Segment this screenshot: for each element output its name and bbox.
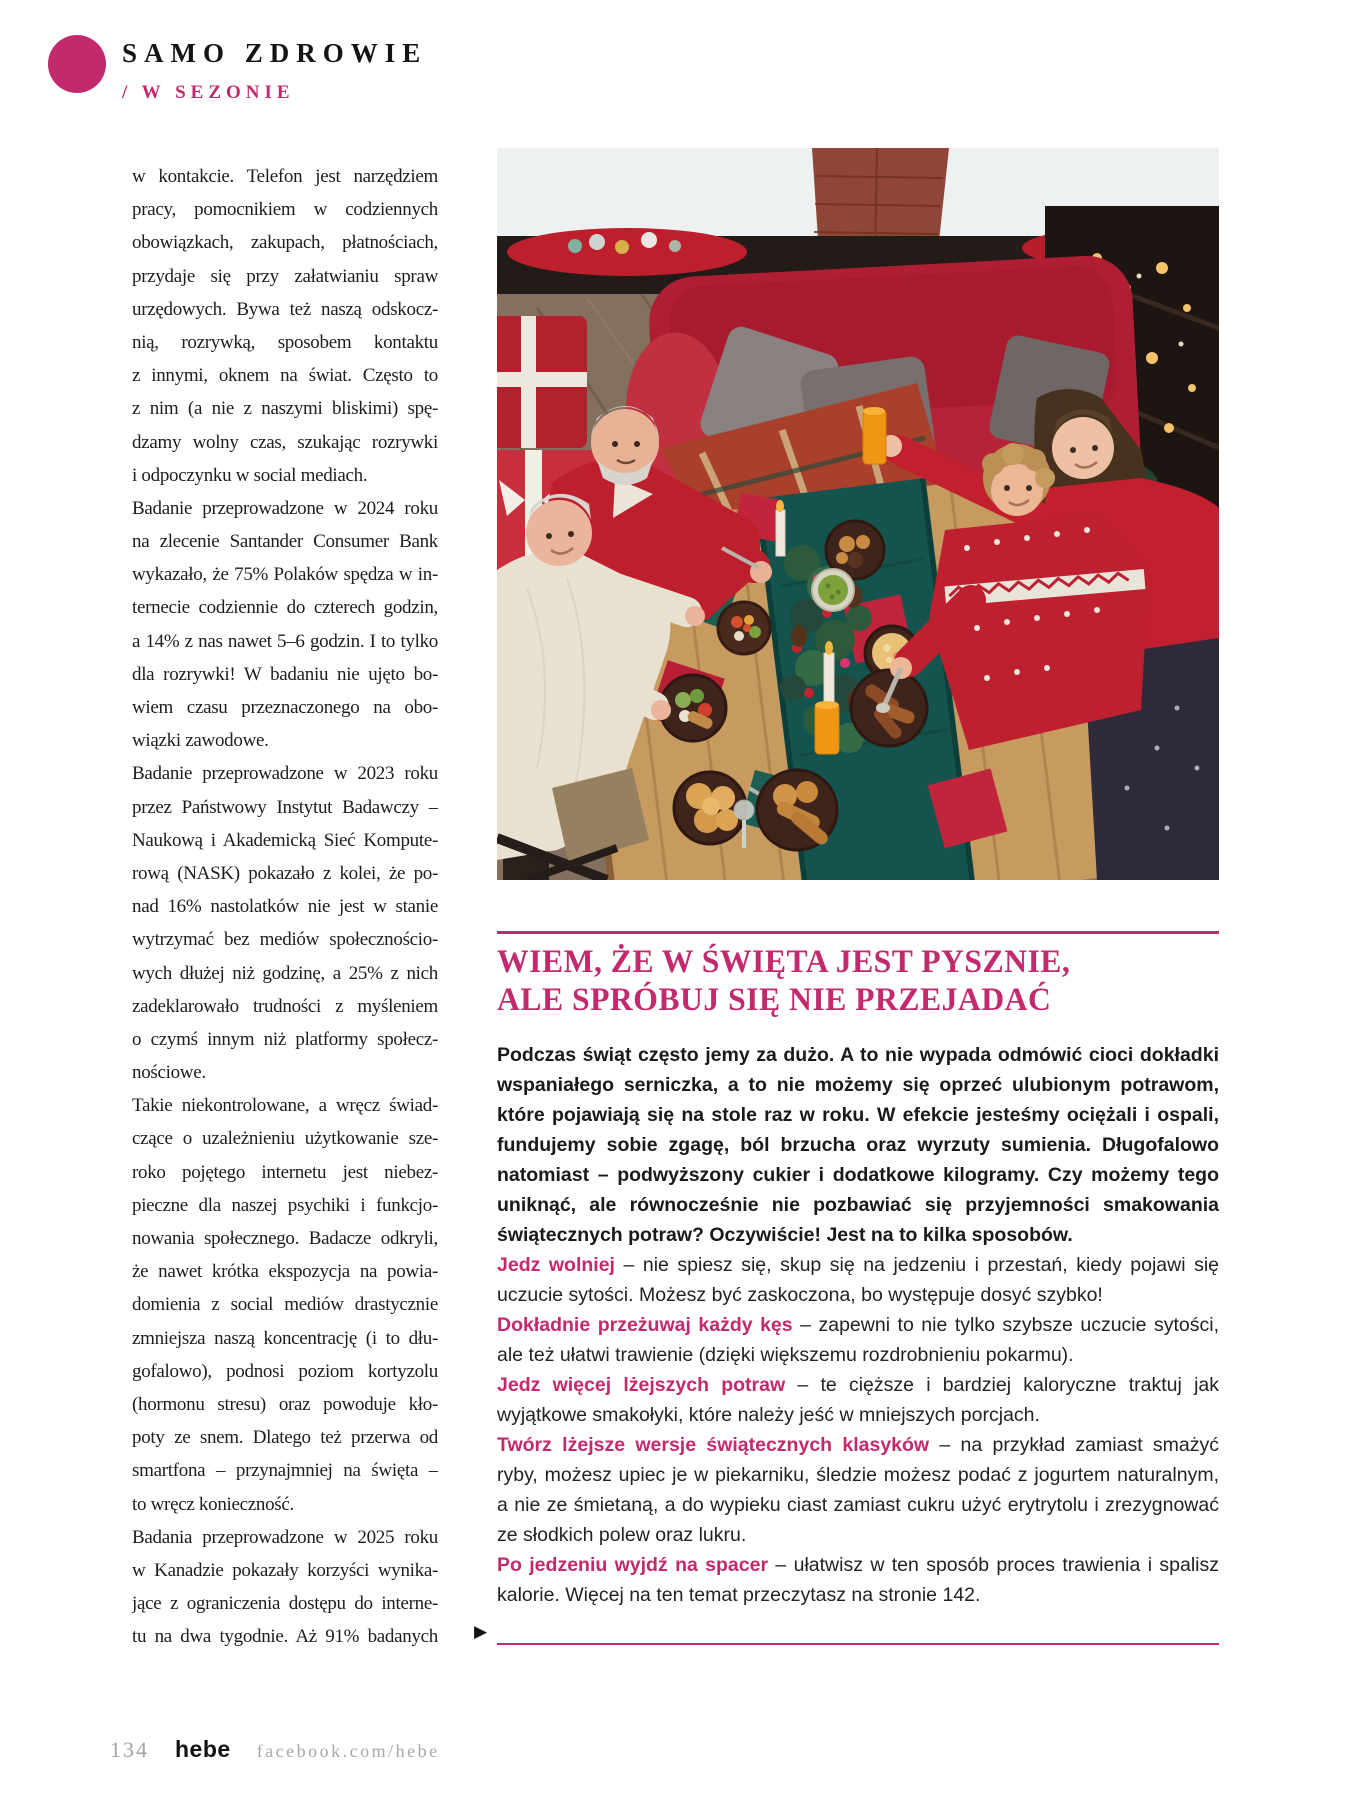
article-intro: Podczas świąt często jemy za dużo. A to nie wypada odmówić cioci dokładki wspaniałego serniczka, a to nie możemy się oprzeć ulubionym potrawom, które pojawiają się na stole raz w roku. W efekcie jesteśmy ociężali i ospali, fundujemy sobie zgagę, ból brzucha oraz wyrzuty sumienia. Długofalowo natomiast – podwyższony cukier i dodatkowe kilogramy. Czy możemy tego uniknąć, ale równocześnie nie pozbawiać się przyjemności smakowania świątecznych potraw? Oczywiście! Jest na to kilka sposobów. (497, 1044, 1219, 1246)
left-column (132, 160, 438, 1653)
article-line: obowiązkach, zakupach, płatnościach, (132, 232, 438, 254)
tips (497, 1250, 1219, 1610)
article-line: Badanie przeprowadzone w 2023 roku (132, 763, 438, 785)
article-line: (hormonu stresu) oraz powoduje kło- (132, 1393, 438, 1415)
article-line: a 14% z nas nawet 5–6 godzin. I to tylko (132, 630, 438, 652)
footer-rule (497, 1643, 1219, 1645)
article-line: poty ze snem. Dlatego też przerwa od (132, 1427, 438, 1449)
article-line: Takie niekontrolowane, a wręcz świad- (132, 1095, 438, 1117)
brand-logo: hebe (175, 1736, 231, 1762)
article-line: Naukową i Akademicką Sieć Kompute- (132, 829, 438, 851)
article-line: nowania społecznego. Badacze odkryli, (132, 1228, 438, 1249)
article-line: o czymś innym niż platformy społecz- (132, 1028, 438, 1050)
article-heading-line1: WIEM, ŻE W ŚWIĘTA JEST PYSZNIE, (497, 944, 1071, 980)
article-line: dzamy wolny czas, szukając rozrywki (132, 431, 438, 453)
article-line: wych dłużej niż godzinę, a 25% z nich (132, 962, 438, 984)
article-line: jące z ograniczenia dostępu do interne- (132, 1593, 438, 1615)
article-line: dla rozrywki! W badaniu nie ujęto bo- (132, 663, 438, 685)
article-line: że nawet krótka ekspozycja na powia- (132, 1261, 438, 1283)
article-line: wiązki zawodowe. (132, 730, 269, 752)
tip-lead: Po jedzeniu wyjdź na spacer (497, 1554, 769, 1576)
article-line: wytrzymać bez mediów społecznościo- (132, 929, 438, 951)
article-line: to wręcz konieczność. (132, 1493, 294, 1515)
section-dot-icon (48, 35, 106, 93)
article-line: wykazało, że 75% Polaków spędza w in- (132, 564, 438, 586)
tip-paragraph: Po jedzeniu wyjdź na spacer – ułatwisz w ten sposób proces trawienia i spalisz kalorie. Więcej na ten temat przeczytasz na stronie 142. (497, 1554, 1219, 1606)
tip-lead: Jedz więcej lżejszych potraw (497, 1374, 786, 1396)
article-line: domienia z social mediów drastycznie (132, 1294, 438, 1316)
page-number: 134 (110, 1737, 149, 1762)
continuation-arrow-icon: ▶ (474, 1622, 488, 1642)
article-line: ternecie codziennie do czterech godzin, (132, 597, 438, 619)
article-line: pieczne dla naszej psychiki i funkcjo- (132, 1194, 438, 1216)
article-line: wiem czasu przeznaczonego na obo- (132, 697, 438, 718)
tip-lead: Twórz lżejsze wersje świątecznych klasyków (497, 1434, 930, 1456)
article-line: Badania przeprowadzone w 2025 roku (132, 1526, 438, 1548)
article-line: przydaje się przy załatwianiu spraw (132, 265, 438, 287)
article-line: gofalowo), podnosi poziom kortyzolu (132, 1360, 438, 1382)
tip-lead: Jedz wolniej (497, 1254, 615, 1276)
family-christmas-dinner-photo (497, 148, 1219, 880)
page-footer (110, 1736, 440, 1763)
article-line: nościowe. (132, 1062, 206, 1084)
article-line: Badanie przeprowadzone w 2024 roku (132, 497, 438, 519)
article-line: w kontakcie. Telefon jest narzędziem (132, 166, 438, 187)
article-line: tu na dwa tygodnie. Aż 91% badanych (132, 1626, 438, 1648)
tip-paragraph: Dokładnie przeżuwaj każdy kęs – zapewni to nie tylko szybsze uczucie sytości, ale też ułatwi trawienie (dzięki większemu rozdrobnieniu pokarmu). (497, 1314, 1219, 1366)
article-line: rową (NASK) pokazało z kolei, że po- (132, 862, 438, 884)
heading-rule (497, 931, 1219, 934)
article-line: nią, rozrywką, sposobem kontaktu (132, 331, 438, 353)
article-line: zadeklarowało trudności z myśleniem (132, 995, 438, 1017)
article-line: w Kanadzie pokazały korzyści wynika- (132, 1559, 438, 1581)
article-line: urzędowych. Bywa też naszą odskocz- (132, 298, 438, 320)
article-line: na zlecenie Santander Consumer Bank (132, 531, 438, 553)
article-heading-line2: ALE SPRÓBUJ SIĘ NIE PRZEJADAĆ (497, 982, 1052, 1018)
article-heading (497, 943, 1207, 1019)
tip-lead: Dokładnie przeżuwaj każdy kęs (497, 1314, 793, 1336)
article-line: z nim (a nie z naszymi bliskimi) spę- (132, 398, 438, 420)
facebook-link[interactable]: facebook.com/hebe (256, 1741, 440, 1761)
section-title: SAMO ZDROWIE (122, 38, 428, 68)
tip-paragraph: Twórz lżejsze wersje świątecznych klasyków – na przykład zamiast smażyć ryby, możesz upiec je w piekarniku, śledzie możesz podać z jogurtem naturalnym, a nie ze śmietaną, a do wypieku ciast zamiast cukru użyć erytrytolu i zrezygnować ze słodkich polew oraz lukru. (497, 1434, 1219, 1546)
article-line: pracy, pomocnikiem w codziennych (132, 199, 438, 221)
article-line: przez Państwowy Instytut Badawczy – (132, 796, 438, 818)
article-line: smartfona – przynajmniej na święta – (132, 1460, 438, 1482)
article-line: i odpoczynku w social mediach. (132, 464, 368, 486)
tip-paragraph: Jedz wolniej – nie spiesz się, skup się na jedzeniu i przestań, kiedy pojawi się uczucie sytości. Możesz być zaskoczona, bo występuje dosyć szybko! (497, 1254, 1219, 1306)
article-line: zmniejsza naszą koncentrację (i to dłu- (132, 1327, 438, 1349)
tip-paragraph: Jedz więcej lżejszych potraw – te cięższe i bardziej kaloryczne traktuj jak wyjątkowe smakołyki, które należy jeść w mniejszych porcjach. (497, 1374, 1220, 1426)
article-line: nad 16% nastolatków nie jest w stanie (132, 896, 438, 918)
article-line: z innymi, oknem na świat. Często to (132, 365, 438, 387)
article-body (497, 1040, 1219, 1610)
article-line: czące o uzależnieniu użytkowanie sze- (132, 1128, 438, 1150)
article-line: roko pojętego internetu jest niebez- (132, 1161, 438, 1183)
section-subtitle: / W SEZONIE (122, 82, 295, 103)
